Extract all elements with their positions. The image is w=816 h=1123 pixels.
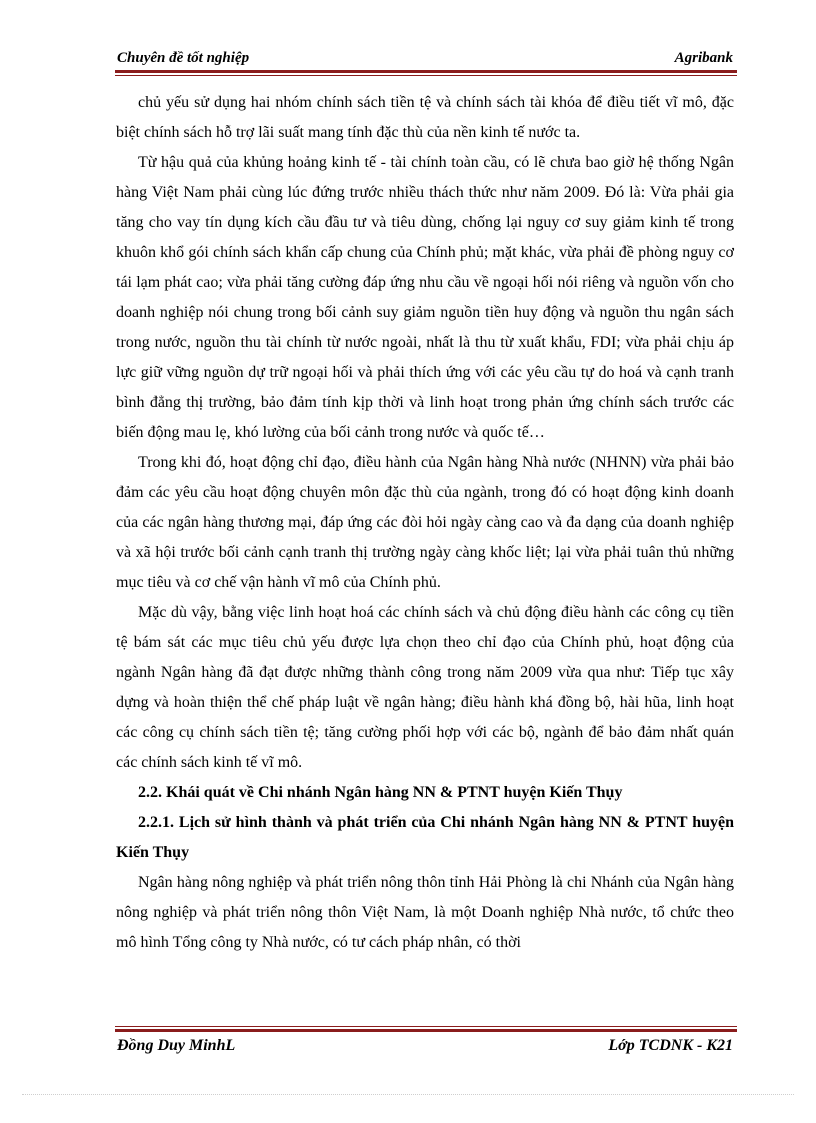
footer-rule-thick bbox=[115, 1029, 737, 1032]
paragraph-0: chủ yếu sử dụng hai nhóm chính sách tiền tệ và chính sách tài khóa để điều tiết vĩ mô, đặc biệt chính sách hỗ trợ lãi suất mang tính đặc thù của nền kinh tế nước ta. bbox=[116, 94, 734, 141]
paragraph-3: Mặc dù vậy, bằng việc linh hoạt hoá các chính sách và chủ động điều hành các công cụ tiền tệ bám sát các mục tiêu chủ yếu được lựa chọn theo chỉ đạo của Chính phủ, hoạt động của ngành Ngân hàng đã đạt được những thành công trong năm 2009 vừa qua như: Tiếp tục xây dựng và hoàn thiện thể chế pháp luật về ngân hàng; điều hành khá đồng bộ, hài hũa, linh hoạt các công cụ chính sách tiền tệ; tăng cường phối hợp với các bộ, ngành để bảo đảm nhất quán các chính sách kinh tế vĩ mô. bbox=[116, 604, 734, 771]
paragraph-4: Ngân hàng nông nghiệp và phát triển nông thôn tỉnh Hải Phòng là chi Nhánh của Ngân hàng nông nghiệp và phát triển nông thôn Việt Nam, là một Doanh nghiệp Nhà nước, tổ chức theo mô hình Tổng công ty Nhà nước, có tư cách pháp nhân, có thời bbox=[116, 874, 734, 951]
paragraph-1: Từ hậu quả của khủng hoảng kinh tế - tài chính toàn cầu, có lẽ chưa bao giờ hệ thống Ngân hàng Việt Nam phải cùng lúc đứng trước nhiều thách thức như năm 2009. Đó là: Vừa phải gia tăng cho vay tín dụng kích cầu đầu tư và tiêu dùng, chống lại nguy cơ suy giảm kinh tế trong khuôn khổ gói chính sách khẩn cấp chung của Chính phủ; mặt khác, vừa phải đề phòng nguy cơ tái lạm phát cao; vừa phải tăng cường đáp ứng nhu cầu về ngoại hối nói riêng và nguồn vốn cho doanh nghiệp nói chung trong bối cảnh suy giảm nguồn tiền huy động và nguồn thu ngân sách trong nước, nguồn thu tài chính từ nước ngoài, nhất là thu từ xuất khẩu, FDI; vừa phải chịu áp lực giữ vững nguồn dự trữ ngoại hối và phải thích ứng với các yêu cầu tự do hoá và cạnh tranh bình đẳng thị trường, bảo đảm tính kịp thời và linh hoạt trong phản ứng chính sách trước các biến động mau lẹ, khó lường của bối cảnh trong nước và quốc tế… bbox=[116, 154, 734, 441]
footer-rule-thin bbox=[115, 1026, 737, 1027]
header-rule-thick bbox=[115, 70, 737, 73]
paragraph-2: Trong khi đó, hoạt động chỉ đạo, điều hành của Ngân hàng Nhà nước (NHNN) vừa phải bảo đảm các yêu cầu hoạt động chuyên môn đặc thù của ngành, trong đó có hoạt động kinh doanh của các ngân hàng thương mại, đáp ứng các đòi hỏi ngày càng cao và đa dạng của doanh nghiệp và xã hội trước bối cảnh cạnh tranh thị trường ngày càng khốc liệt; lại vừa phải tuân thủ những mục tiêu và cơ chế vận hành vĩ mô của Chính phủ. bbox=[116, 454, 734, 591]
document-body bbox=[116, 88, 734, 958]
page-edge-divider bbox=[22, 1094, 794, 1095]
footer-author: Đồng Duy MinhL bbox=[117, 1037, 236, 1054]
header-title: Chuyên đề tốt nghiệp bbox=[117, 50, 250, 66]
header-brand: Agribank bbox=[674, 50, 733, 66]
footer-class: Lớp TCDNK - K21 bbox=[608, 1037, 733, 1054]
page-footer bbox=[115, 1033, 735, 1057]
header-rule-thin bbox=[115, 75, 737, 76]
section-heading-2-2-1: 2.2.1. Lịch sử hình thành và phát triển của Chi nhánh Ngân hàng NN & PTNT huyện Kiến Thụy bbox=[116, 814, 734, 861]
section-heading-2-2: 2.2. Khái quát về Chi nhánh Ngân hàng NN & PTNT huyện Kiến Thụy bbox=[138, 784, 623, 801]
page-header bbox=[115, 48, 735, 70]
